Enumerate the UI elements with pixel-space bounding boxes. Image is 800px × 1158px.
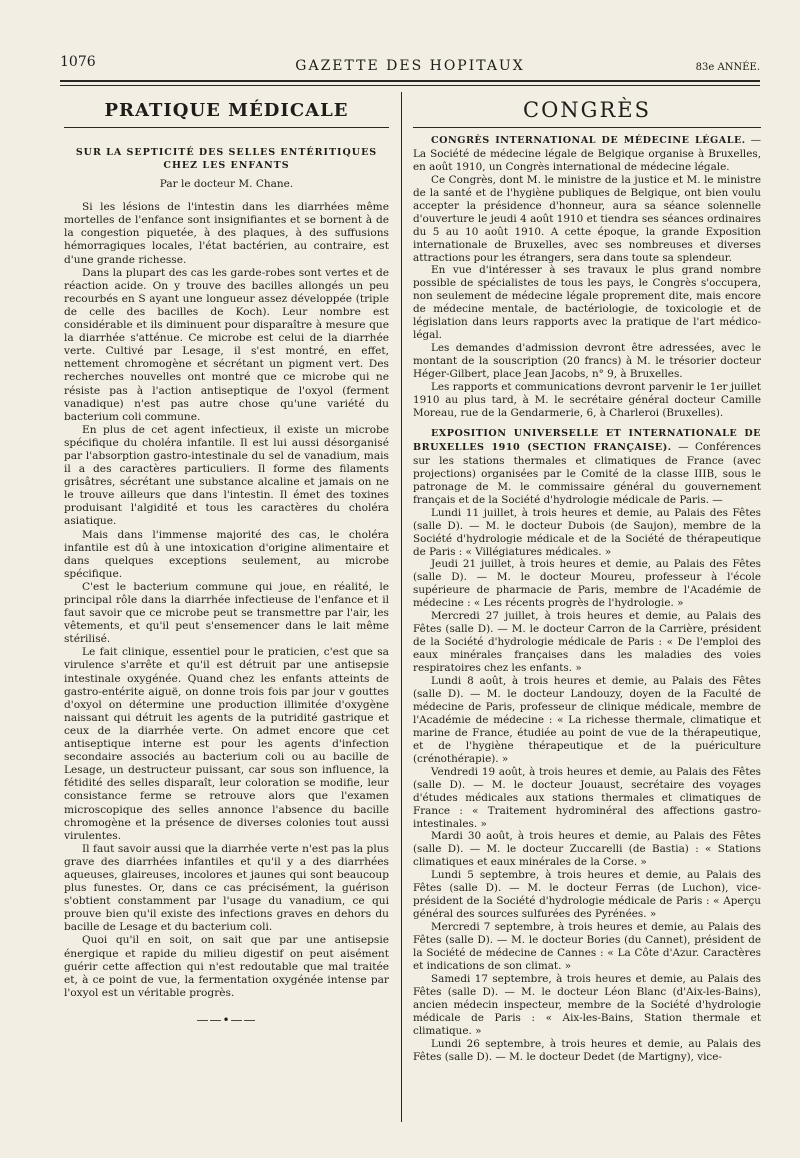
paragraph: Mardi 30 août, à trois heures et demie, au Palais des Fêtes (salle D). — M. le docteur Zuccarelli (de Bastia) : « Stations climatiques et eaux minérales de la Corse. »: [413, 830, 761, 869]
header-rule: [60, 80, 760, 82]
paragraph: Dans la plupart des cas les garde-robes sont vertes et de réaction acide. On y trouve des bacilles allongés un peu recourbés en S ayant une longueur assez développée (triple de celle des bacilles de Koch). Leur nombre est considérable et ils diminuent pour disparaître à mesure que la diarrhée s'atténue. Ce microbe est celui de la diarrhée verte. Cultivé par Lesage, il s'est montré, en effet, nettement chromogène et sécrétant un pigment vert. Des recherches nouvelles ont montré que ce microbe qui ne résiste pas à l'action antiseptique de l'oxyol (ferment vanadique) n'est pas autre chose qu'une variété du bacterium coli commune.: [64, 266, 389, 423]
article-lead: EXPOSITION UNIVERSELLE ET INTERNATIONALE DE BRUXELLES 1910 (SECTION FRANÇAISE).: [413, 427, 761, 453]
paragraph: Les demandes d'admission devront être adressées, avec le montant de la souscription (20 francs) à M. le trésorier docteur Héger-Gilbert, place Jean Jacobs, n° 9, à Bruxelles.: [413, 342, 761, 381]
section-rule: [413, 127, 761, 128]
article-title: SUR LA SEPTICITÉ DES SELLES ENTÉRITIQUES CHEZ LES ENFANTS: [75, 147, 378, 172]
year-label: 83e ANNÉE.: [695, 62, 760, 73]
journal-title: GAZETTE DES HOPITAUX: [295, 58, 525, 74]
paragraph: En vue d'intéresser à ses travaux le plus grand nombre possible de spécialistes de tous les pays, le Congrès s'occupera, non seulement de médecine légale proprement dite, mais encore de médecine mentale, de bactériologie, de toxicologie et de législation dans leurs rapports avec la pratique de l'art médico-légal.: [413, 264, 761, 342]
paragraph: Mercredi 7 septembre, à trois heures et demie, au Palais des Fêtes (salle D). — M. le docteur Bories (du Cannet), président de la Société de médecine de Cannes : « La Côte d'Azur. Caractères et indications de son climat. »: [413, 921, 761, 972]
article-lead: CONGRÈS INTERNATIONAL DE MÉDECINE LÉGALE.: [431, 134, 746, 146]
paragraph: Lundi 5 septembre, à trois heures et demie, au Palais des Fêtes (salle D). — M. le docteur Ferras (de Luchon), vice-président de la Société d'hydrologie médicale de Paris : « Aperçu général des sources sulfurées des Pyrénées. »: [413, 869, 761, 921]
paragraph: Lundi 8 août, à trois heures et demie, au Palais des Fêtes (salle D). — M. le docteur Landouzy, doyen de la Faculté de médecine de Paris, professeur de clinique médicale, membre de l'Académie de médecine : « La richesse thermale, climatique et marine de France, étudiée au point de vue de la thérapeutique, et de l'hygiène thérapeutique et de la puériculture (crénothérapie). »: [413, 675, 761, 765]
section-title-congres: CONGRÈS: [523, 98, 651, 122]
section-rule: [64, 127, 389, 128]
article-byline: Par le docteur M. Chane.: [159, 178, 294, 191]
left-column: [64, 100, 389, 1027]
paragraph: Le fait clinique, essentiel pour le praticien, c'est que sa virulence s'arrête et qu'il est détruit par une antisepsie intestinale oxygénée. Quand chez les enfants atteints de gastro-entérite aiguë, on donne trois fois par jour v gouttes d'oxyol on détermine une production illimitée d'oxygène naissant qui détruit les agents de la putridité gastrique et ceux de la diarrhée verte. On admet encore que cet antiseptique interne est pour les agents d'infection secondaire associés au bacterium coli ou au bacille de Lesage, un destructeur puissant, car sous son influence, la fétidité des selles disparaît, leur coloration se modifie, leur consistance ferme se retrouve alors que l'examen microscopique des selles annonce l'absence du bacille chromogène et la présence de diverses colonies tout aussi virulentes.: [64, 646, 389, 842]
paragraph: Quoi qu'il en soit, on sait que par une antisepsie énergique et rapide du milieu digestif on peut aisément guérir cette affection qui n'est redoutable que mal traitée et, à ce point de vue, la fermentation oxygénée intense par l'oxyol est un véritable progrès.: [64, 934, 389, 999]
paragraph: Vendredi 19 août, à trois heures et demie, au Palais des Fêtes (salle D). — M. le docteur Jouaust, secrétaire des voyages d'études médicales aux stations thermales et climatiques de France : « Traitement hydrominéral des affections gastro-intestinales. »: [413, 765, 761, 830]
paragraph: Les rapports et communications devront parvenir le 1er juillet 1910 au plus tard, à M. le secrétaire général docteur Camille Moreau, rue de la Gendarmerie, 6, à Charleroi (Bruxelles).: [413, 381, 761, 419]
header-rule-thin: [60, 85, 760, 86]
column-divider: [401, 92, 402, 1122]
paragraph: CONGRÈS INTERNATIONAL DE MÉDECINE LÉGALE. — La Société de médecine légale de Belgique organise à Bruxelles, en août 1910, un Congrès international de médecine légale.: [413, 133, 761, 173]
right-column: [413, 100, 761, 1064]
paragraph: Si les lésions de l'intestin dans les diarrhées même mortelles de l'enfance sont insignifiantes et se bornent à de la congestion piquetée, à des plaques, à des suffusions hémorragiques locales, l'état bactérien, au contraire, est d'une grande richesse.: [64, 201, 389, 266]
paragraph: Jeudi 21 juillet, à trois heures et demie, au Palais des Fêtes (salle D). — M. le docteur Moureu, professeur à l'école supérieure de pharmacie de Paris, membre de l'Académie de médecine : « Les récents progrès de l'hydrologie. »: [413, 558, 761, 610]
paragraph: Samedi 17 septembre, à trois heures et demie, au Palais des Fêtes (salle D). — M. le docteur Léon Blanc (d'Aix-les-Bains), ancien médecin inspecteur, membre de la Société d'hydrologie médicale de Paris : « Aix-les-Bains, Station thermale et climatique. »: [413, 972, 761, 1037]
paragraph: EXPOSITION UNIVERSELLE ET INTERNATIONALE DE BRUXELLES 1910 (SECTION FRANÇAISE). — Conférences sur les stations thermales et climatiques de France (avec projections) organisées par le Comité de la classe IIIB, sous le patronage de M. le commissaire général du gouvernement français et de la Société d'hydrologie médicale de Paris. —: [413, 427, 761, 506]
paragraph: Mais dans l'immense majorité des cas, le choléra infantile est dû à une intoxication d'origine alimentaire et dans quelques exceptions seulement, au microbe spécifique.: [64, 528, 389, 580]
end-ornament: ——•——: [196, 1012, 257, 1027]
article-gap: [413, 420, 761, 427]
paragraph: C'est le bacterium commune qui joue, en réalité, le principal rôle dans la diarrhée infectieuse de l'enfance et il faut savoir que ce microbe peut se transmettre par l'air, les vêtements, et qu'il peut s'ensemencer dans le lait même stérilisé.: [64, 580, 389, 646]
paragraph: Ce Congrès, dont M. le ministre de la justice et M. le ministre de la santé et de l'hygiène publiques de Belgique, ont bien voulu accepter la présidence d'honneur, aura sa séance solennelle d'ouverture le jeudi 4 août 1910 et tiendra ses séances ordinaires du 5 au 10 août 1910. A cette époque, la grande Exposition internationale de Bruxelles, avec ses nombreuses et diverses attractions pour les étrangers, sera dans toute sa splendeur.: [413, 173, 761, 264]
section-title-pratique: PRATIQUE MÉDICALE: [104, 100, 349, 121]
paragraph: Lundi 26 septembre, à trois heures et demie, au Palais des Fêtes (salle D). — M. le docteur Dedet (de Martigny), vice-: [413, 1037, 761, 1063]
paragraph: Mercredi 27 juillet, à trois heures et demie, au Palais des Fêtes (salle D). — M. le docteur Carron de la Carrière, président de la Société d'hydrologie médicale de Paris : « De l'emploi des eaux minérales françaises dans les maladies des voies respiratoires chez les enfants. »: [413, 610, 761, 675]
page-number: 1076: [60, 54, 96, 70]
paragraph: En plus de cet agent infectieux, il existe un microbe spécifique du choléra infantile. Il est lui aussi désorganisé par l'absorption gastro-intestinale du sel de vanadium, mais il a des caractères particuliers. Il forme des filaments grisâtres, sécrétant une substance alcaline et jamais on ne le trouve ailleurs que dans l'intestin. Il émet des toxines produisant l'algidité et tous les caractères du choléra asiatique.: [64, 423, 389, 528]
paragraph: Il faut savoir aussi que la diarrhée verte n'est pas la plus grave des diarrhées infantiles et qu'il y a des diarrhées aqueuses, glaireuses, incolores et jaunes qui sont beaucoup plus funestes. Or, dans ce cas précisément, la guérison s'obtient constamment par l'usage du vanadium, ce qui prouve bien qu'il existe des infections graves en dehors du bacille de Lesage et du bacterium coli.: [64, 842, 389, 934]
paragraph: Lundi 11 juillet, à trois heures et demie, au Palais des Fêtes (salle D). — M. le docteur Dubois (de Saujon), membre de la Société d'hydrologie médicale et de la Société de thérapeutique de Paris : « Villégiatures médicales. »: [413, 506, 761, 558]
